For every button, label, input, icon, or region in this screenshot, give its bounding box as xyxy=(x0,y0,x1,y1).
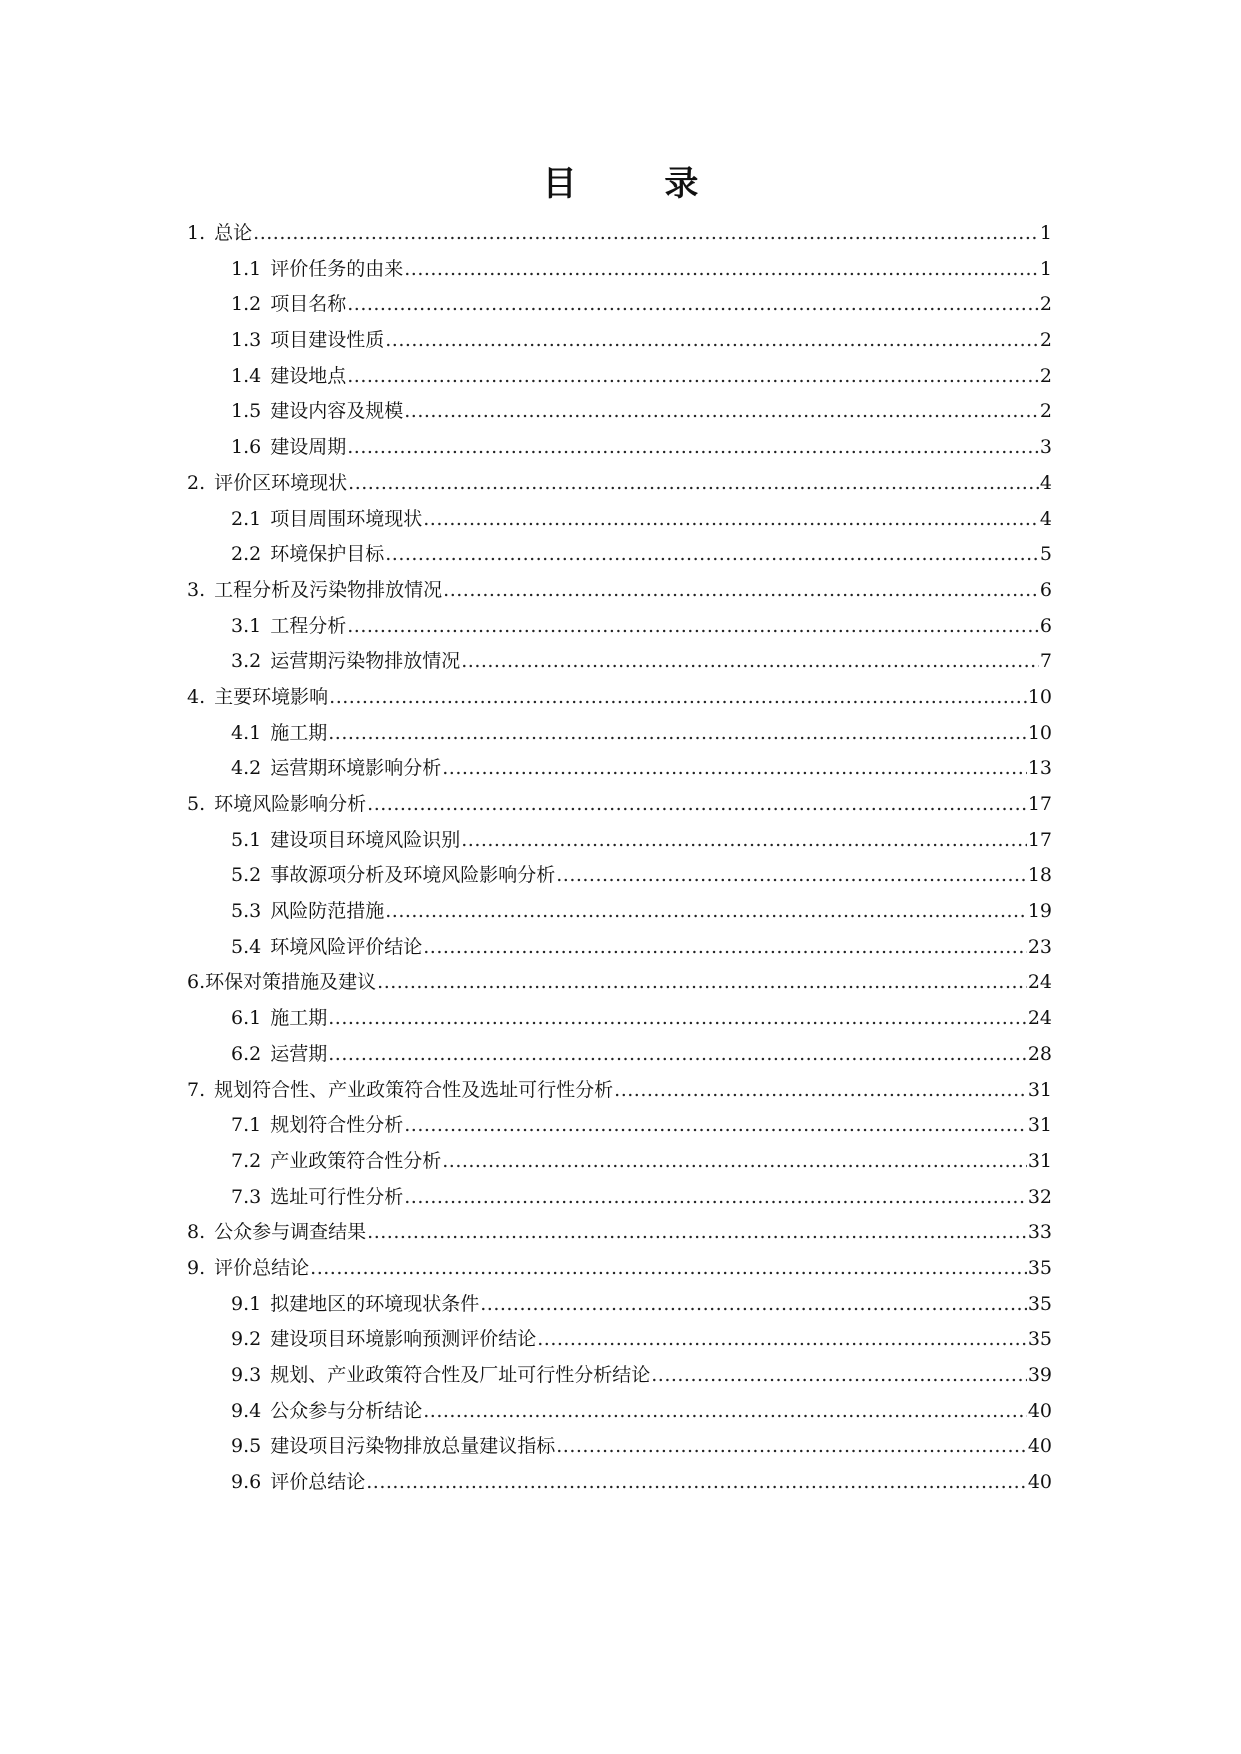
toc-page-number: 35 xyxy=(1027,1292,1052,1315)
toc-dot-leader xyxy=(347,359,1039,395)
toc-dot-leader xyxy=(443,573,1039,609)
toc-page-number: 13 xyxy=(1027,757,1052,780)
toc-entry-number: 7. xyxy=(187,1078,206,1101)
toc-dot-leader xyxy=(556,858,1027,894)
toc-entry-label xyxy=(231,287,346,323)
toc-page-number: 10 xyxy=(1027,685,1052,708)
toc-section-entry[interactable] xyxy=(187,394,1052,430)
toc-dot-leader xyxy=(651,1358,1027,1394)
table-of-contents xyxy=(187,216,1052,1501)
toc-entry-number: 9.1 xyxy=(231,1292,262,1315)
toc-dot-leader xyxy=(442,1144,1027,1180)
toc-dot-leader xyxy=(537,1322,1027,1358)
toc-dot-leader xyxy=(367,787,1027,823)
toc-entry-title: 产业政策符合性分析 xyxy=(270,1149,442,1172)
toc-entry-title: 环境风险评价结论 xyxy=(270,935,423,958)
toc-entry-title: 评价区环境现状 xyxy=(214,471,348,494)
toc-entry-number: 6.1 xyxy=(231,1007,262,1030)
toc-section-entry[interactable] xyxy=(187,323,1052,359)
toc-entry-title: 施工期 xyxy=(270,721,328,744)
toc-dot-leader xyxy=(385,894,1027,930)
toc-section-entry[interactable] xyxy=(187,609,1052,645)
toc-entry-number: 4. xyxy=(187,685,206,708)
toc-dot-leader xyxy=(404,1180,1027,1216)
toc-entry-number: 5.1 xyxy=(231,828,262,851)
toc-entry-number: 1.1 xyxy=(231,257,262,280)
toc-section-entry[interactable] xyxy=(187,644,1052,680)
toc-section-entry[interactable] xyxy=(187,1108,1052,1144)
toc-dot-leader xyxy=(385,323,1039,359)
toc-entry-label xyxy=(231,1108,403,1144)
toc-entry-title: 运营期 xyxy=(270,1042,328,1065)
toc-page-number: 4 xyxy=(1039,471,1052,494)
toc-entry-title: 工程分析及污染物排放情况 xyxy=(214,578,443,601)
toc-entry-number: 9.4 xyxy=(231,1399,262,1422)
toc-entry-number: 6. xyxy=(187,971,206,994)
toc-page-number: 28 xyxy=(1027,1042,1052,1065)
toc-entry-label xyxy=(231,644,460,680)
toc-entry-label xyxy=(231,1358,650,1394)
toc-entry-title: 风险防范措施 xyxy=(270,900,385,923)
toc-entry-title: 项目建设性质 xyxy=(270,329,385,352)
toc-page-number: 33 xyxy=(1027,1221,1052,1244)
toc-entry-number: 7.2 xyxy=(231,1149,262,1172)
toc-entry-number: 5.3 xyxy=(231,900,262,923)
toc-dot-leader xyxy=(366,1465,1027,1501)
toc-entry-title: 环境保护目标 xyxy=(270,543,385,566)
toc-page-number: 17 xyxy=(1027,793,1052,815)
toc-dot-leader xyxy=(614,1073,1027,1109)
toc-entry-label xyxy=(187,680,328,716)
toc-entry-title: 环境风险影响分析 xyxy=(214,793,367,815)
toc-page-number: 1 xyxy=(1039,257,1052,280)
toc-entry-number: 5. xyxy=(187,793,206,815)
toc-section-entry[interactable] xyxy=(187,287,1052,323)
toc-page-number: 2 xyxy=(1039,400,1052,423)
toc-dot-leader xyxy=(423,1394,1027,1430)
toc-entry-number: 2. xyxy=(187,471,206,494)
toc-entry-label xyxy=(187,787,366,823)
toc-section-entry[interactable] xyxy=(187,1037,1052,1073)
toc-dot-leader xyxy=(461,823,1027,859)
toc-dot-leader xyxy=(348,466,1039,502)
toc-entry-title: 建设周期 xyxy=(270,436,347,459)
toc-section-entry[interactable] xyxy=(187,1144,1052,1180)
toc-chapter-entry[interactable] xyxy=(187,965,1052,1001)
toc-entry-label xyxy=(187,216,252,252)
toc-section-entry[interactable] xyxy=(187,894,1052,930)
toc-page-number: 4 xyxy=(1039,507,1052,530)
toc-chapter-entry[interactable] xyxy=(187,680,1052,716)
toc-page-number: 35 xyxy=(1027,1256,1052,1279)
toc-entry-number: 1.3 xyxy=(231,329,262,352)
toc-page-number: 24 xyxy=(1027,1007,1052,1030)
toc-section-entry[interactable] xyxy=(187,1180,1052,1216)
toc-dot-leader xyxy=(404,252,1039,288)
toc-entry-title: 公众参与分析结论 xyxy=(270,1399,423,1422)
toc-section-entry[interactable] xyxy=(187,1001,1052,1037)
toc-entry-title: 选址可行性分析 xyxy=(270,1185,404,1208)
toc-page-number: 2 xyxy=(1039,329,1052,352)
toc-entry-label xyxy=(231,1429,555,1465)
toc-section-entry[interactable] xyxy=(187,1394,1052,1430)
toc-entry-number: 1.2 xyxy=(231,293,262,316)
toc-dot-leader xyxy=(404,1108,1027,1144)
toc-chapter-entry[interactable] xyxy=(187,216,1052,252)
toc-entry-title: 事故源项分析及环境风险影响分析 xyxy=(270,864,556,887)
toc-entry-title: 拟建地区的环境现状条件 xyxy=(270,1292,480,1315)
toc-entry-title: 评价总结论 xyxy=(270,1471,366,1494)
toc-section-entry[interactable] xyxy=(187,1429,1052,1465)
toc-entry-title: 规划、产业政策符合性及厂址可行性分析结论 xyxy=(270,1364,651,1386)
toc-section-entry[interactable] xyxy=(187,1287,1052,1323)
toc-entry-label xyxy=(231,1001,327,1037)
toc-entry-title: 建设项目污染物排放总量建议指标 xyxy=(270,1435,556,1458)
toc-dot-leader xyxy=(480,1287,1027,1323)
toc-entry-number: 3.1 xyxy=(231,614,262,637)
toc-entry-label xyxy=(231,537,384,573)
toc-section-entry[interactable] xyxy=(187,716,1052,752)
toc-dot-leader xyxy=(377,965,1027,1001)
toc-entry-label xyxy=(187,1215,366,1251)
toc-entry-title: 施工期 xyxy=(270,1007,328,1030)
toc-entry-title: 评价任务的由来 xyxy=(270,257,404,280)
toc-entry-title: 规划符合性、产业政策符合性及选址可行性分析 xyxy=(214,1078,614,1101)
toc-dot-leader xyxy=(442,751,1027,787)
toc-entry-number: 9.5 xyxy=(231,1435,262,1458)
toc-page-number: 6 xyxy=(1039,614,1052,637)
toc-entry-title: 建设内容及规模 xyxy=(270,400,404,423)
toc-page-number: 40 xyxy=(1027,1399,1052,1422)
toc-section-entry[interactable] xyxy=(187,930,1052,966)
toc-page-number: 24 xyxy=(1027,971,1052,994)
toc-page-number: 32 xyxy=(1027,1185,1052,1208)
toc-entry-title: 运营期污染物排放情况 xyxy=(270,650,461,673)
toc-entry-label xyxy=(187,573,442,609)
toc-dot-leader xyxy=(423,930,1027,966)
toc-page-number: 40 xyxy=(1027,1471,1052,1494)
toc-dot-leader xyxy=(329,680,1027,716)
toc-entry-number: 7.3 xyxy=(231,1185,262,1208)
toc-page-number: 39 xyxy=(1027,1364,1052,1386)
toc-entry-title: 建设项目环境风险识别 xyxy=(270,828,461,851)
toc-entry-number: 9.6 xyxy=(231,1471,262,1494)
toc-entry-title: 建设地点 xyxy=(270,364,347,387)
toc-entry-title: 项目名称 xyxy=(270,293,347,316)
toc-entry-number: 1.4 xyxy=(231,364,262,387)
toc-entry-number: 1.6 xyxy=(231,436,262,459)
toc-entry-number: 1. xyxy=(187,222,206,244)
toc-entry-label xyxy=(231,1144,441,1180)
toc-page-number: 18 xyxy=(1027,864,1052,887)
toc-entry-label xyxy=(187,1073,613,1109)
toc-entry-title: 规划符合性分析 xyxy=(270,1114,404,1137)
toc-dot-leader xyxy=(404,394,1039,430)
toc-page-number: 35 xyxy=(1027,1328,1052,1351)
toc-entry-number: 8. xyxy=(187,1221,206,1244)
toc-section-entry[interactable] xyxy=(187,1322,1052,1358)
toc-page-number: 2 xyxy=(1039,364,1052,387)
toc-section-entry[interactable] xyxy=(187,1358,1052,1394)
toc-entry-title: 环保对策措施及建议 xyxy=(205,971,377,994)
toc-section-entry[interactable] xyxy=(187,751,1052,787)
toc-section-entry[interactable] xyxy=(187,537,1052,573)
toc-section-entry[interactable] xyxy=(187,430,1052,466)
toc-entry-label xyxy=(231,751,441,787)
toc-dot-leader xyxy=(385,537,1039,573)
toc-page-number: 10 xyxy=(1027,721,1052,744)
toc-entry-label xyxy=(231,930,422,966)
toc-dot-leader xyxy=(367,1215,1027,1251)
toc-entry-label xyxy=(231,823,460,859)
toc-section-entry[interactable] xyxy=(187,359,1052,395)
toc-entry-number: 5.2 xyxy=(231,864,262,887)
toc-dot-leader xyxy=(328,1037,1027,1073)
toc-entry-number: 4.1 xyxy=(231,721,262,744)
toc-entry-number: 7.1 xyxy=(231,1114,262,1137)
toc-entry-label xyxy=(231,394,403,430)
toc-page-number: 7 xyxy=(1039,650,1052,673)
toc-section-entry[interactable] xyxy=(187,1465,1052,1501)
toc-entry-title: 公众参与调查结果 xyxy=(214,1221,367,1244)
toc-page-number: 5 xyxy=(1039,543,1052,566)
toc-entry-title: 总论 xyxy=(214,222,253,244)
toc-entry-label xyxy=(231,1180,403,1216)
toc-page-number: 31 xyxy=(1027,1149,1052,1172)
toc-entry-number: 9.3 xyxy=(231,1364,262,1386)
toc-dot-leader xyxy=(310,1251,1027,1287)
toc-dot-leader xyxy=(556,1429,1027,1465)
toc-page-number: 40 xyxy=(1027,1435,1052,1458)
toc-chapter-entry[interactable] xyxy=(187,466,1052,502)
toc-section-entry[interactable] xyxy=(187,823,1052,859)
toc-chapter-entry[interactable] xyxy=(187,787,1052,823)
toc-dot-leader xyxy=(253,216,1039,252)
toc-section-entry[interactable] xyxy=(187,252,1052,288)
toc-page-number: 31 xyxy=(1027,1114,1052,1137)
toc-page-number: 31 xyxy=(1027,1078,1052,1101)
toc-page-number: 17 xyxy=(1027,828,1052,851)
toc-entry-label xyxy=(231,1322,536,1358)
toc-entry-label xyxy=(231,502,422,538)
toc-dot-leader xyxy=(347,609,1039,645)
toc-section-entry[interactable] xyxy=(187,502,1052,538)
toc-dot-leader xyxy=(423,502,1039,538)
toc-entry-title: 项目周围环境现状 xyxy=(270,507,423,530)
toc-entry-title: 建设项目环境影响预测评价结论 xyxy=(270,1328,537,1351)
toc-entry-label xyxy=(231,1465,365,1501)
toc-dot-leader xyxy=(328,716,1027,752)
toc-entry-number: 1.5 xyxy=(231,400,262,423)
toc-entry-label xyxy=(231,359,346,395)
toc-entry-label xyxy=(231,1394,422,1430)
toc-entry-label xyxy=(231,323,384,359)
toc-entry-label xyxy=(231,1287,479,1323)
toc-entry-label xyxy=(231,716,327,752)
toc-page-number: 19 xyxy=(1027,900,1052,923)
toc-entry-number: 3.2 xyxy=(231,650,262,673)
toc-entry-label xyxy=(187,466,347,502)
toc-entry-number: 9. xyxy=(187,1256,206,1279)
toc-entry-number: 2.1 xyxy=(231,507,262,530)
toc-chapter-entry[interactable] xyxy=(187,1073,1052,1109)
toc-page-number: 6 xyxy=(1039,578,1052,601)
toc-entry-number: 4.2 xyxy=(231,757,262,780)
toc-page-number: 3 xyxy=(1039,436,1052,459)
toc-chapter-entry[interactable] xyxy=(187,1251,1052,1287)
toc-entry-label xyxy=(231,858,555,894)
toc-page-number: 23 xyxy=(1027,935,1052,958)
toc-entry-number: 3. xyxy=(187,578,206,601)
page-title: 目 录 xyxy=(542,164,737,204)
toc-dot-leader xyxy=(347,430,1039,466)
toc-chapter-entry[interactable] xyxy=(187,1215,1052,1251)
toc-page-number: 2 xyxy=(1039,293,1052,316)
toc-entry-title: 评价总结论 xyxy=(214,1256,310,1279)
toc-entry-number: 6.2 xyxy=(231,1042,262,1065)
toc-entry-number: 2.2 xyxy=(231,543,262,566)
toc-entry-title: 运营期环境影响分析 xyxy=(270,757,442,780)
toc-entry-number: 5.4 xyxy=(231,935,262,958)
toc-entry-label xyxy=(187,965,376,1001)
toc-page-number: 1 xyxy=(1039,222,1052,244)
toc-entry-title: 工程分析 xyxy=(270,614,347,637)
toc-entry-number: 9.2 xyxy=(231,1328,262,1351)
toc-entry-label xyxy=(187,1251,309,1287)
toc-dot-leader xyxy=(347,287,1039,323)
toc-entry-label xyxy=(231,894,384,930)
toc-section-entry[interactable] xyxy=(187,858,1052,894)
toc-entry-label xyxy=(231,609,346,645)
toc-entry-title: 主要环境影响 xyxy=(214,685,329,708)
toc-chapter-entry[interactable] xyxy=(187,573,1052,609)
toc-entry-label xyxy=(231,252,403,288)
toc-entry-label xyxy=(231,1037,327,1073)
toc-dot-leader xyxy=(328,1001,1027,1037)
toc-entry-label xyxy=(231,430,346,466)
toc-dot-leader xyxy=(461,644,1039,680)
